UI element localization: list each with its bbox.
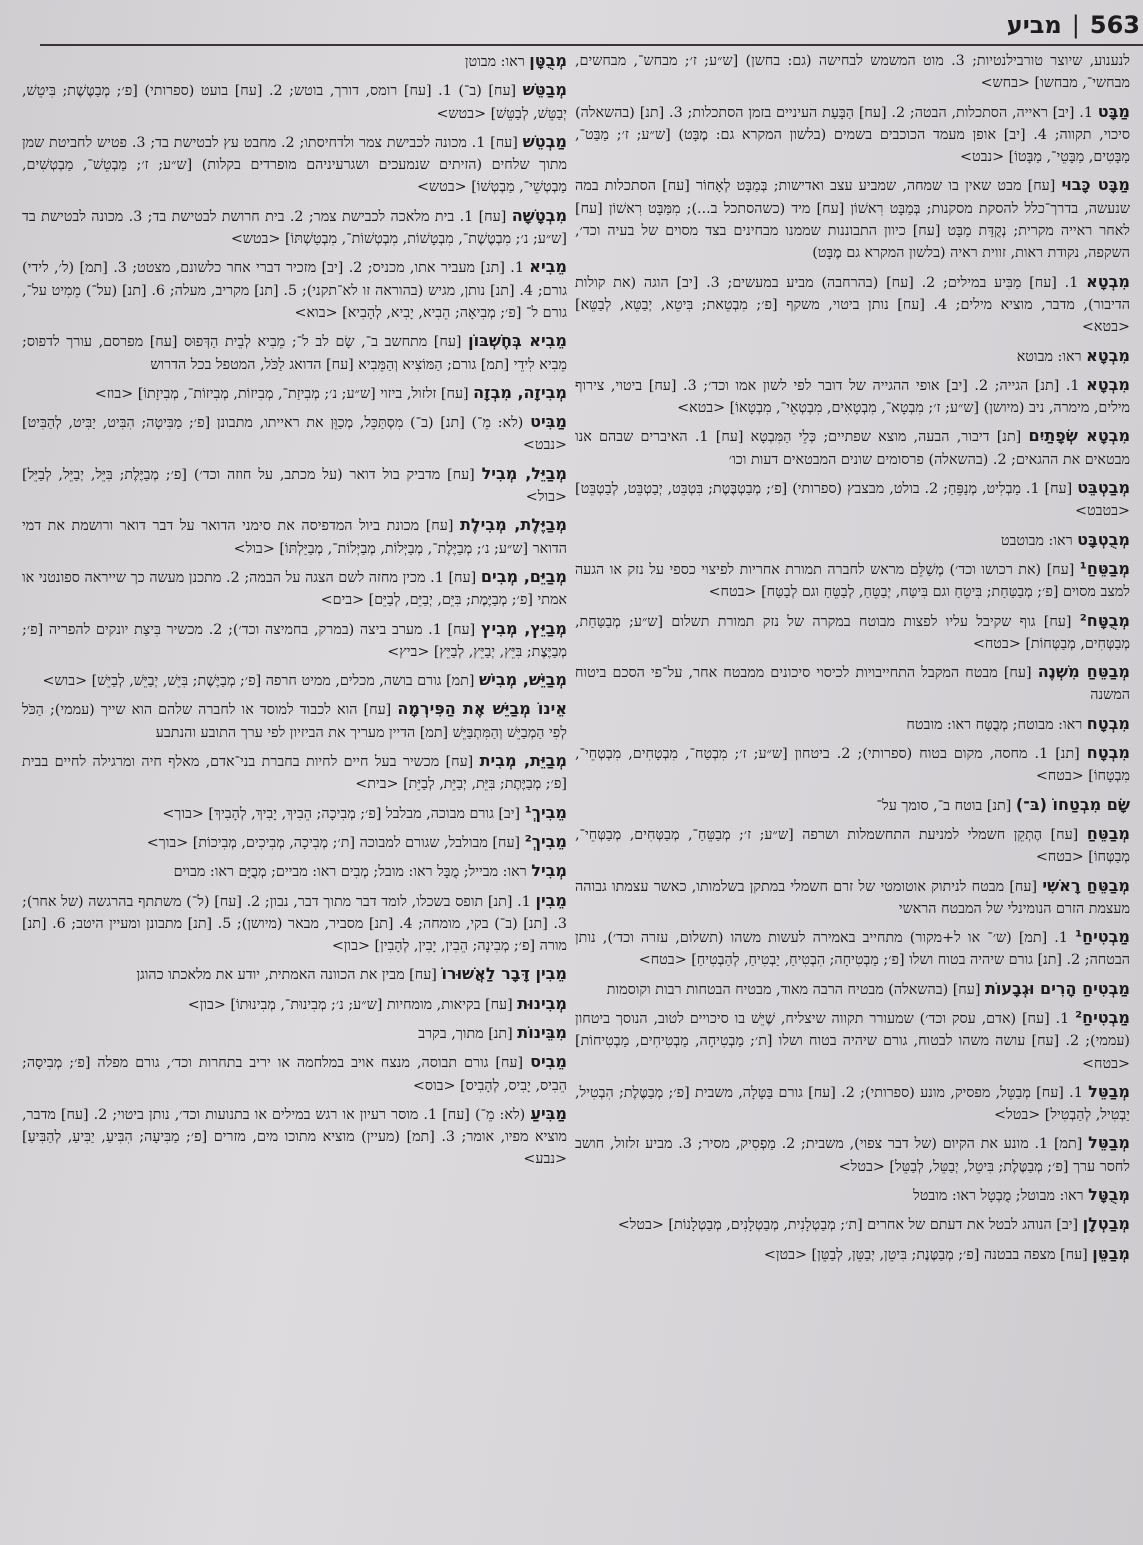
entry-definition: [עח] מבטח לניתוק אוטומטי של זרם חשמלי במתקן בשלמותו, כאשר עצמתו גבוהה מעצמת הזרם הנומינלי של המבטח הראשי bbox=[575, 878, 1130, 917]
dictionary-entry bbox=[22, 205, 567, 251]
entry-headword: מְבַטֵּן bbox=[1092, 1243, 1130, 1263]
dictionary-entry bbox=[575, 101, 1130, 169]
entry-definition: לנענוע, שיוצר טורבילנטיות; 3. מוט המשמש לבחישה (גם: בחשן) [ש״ע; ז׳; מבחש־, מבחשים, מבחשי־, מבחשו] <בחש> bbox=[575, 53, 1130, 92]
entry-headword: מֵבִיא בְּחֶשְׁבּוֹן bbox=[468, 331, 567, 351]
entry-definition: [עח] מדביק בול דואר (על מכתב, על חוזה וכד׳) [פ׳; מְבַיֶּלֶת; בִּיֵּל, יְבַיֵּל, לְבַיֵּל] <בול> bbox=[22, 466, 567, 506]
entry-headword: שָׂם מִבְטַחוֹ (בּ־) bbox=[1015, 794, 1130, 814]
dictionary-entry bbox=[22, 514, 567, 560]
page-number: 563 bbox=[1089, 11, 1140, 39]
entry-headword: מַבָּט כָּבוּי bbox=[1061, 175, 1130, 195]
entry-headword: מְבֻטָּל bbox=[1088, 1185, 1130, 1205]
entry-definition: ראו: מבוטל; מֻבְטָל ראו: מובטל bbox=[913, 1188, 1084, 1205]
dictionary-entry bbox=[575, 1132, 1130, 1178]
entry-definition: [תנ] דיבור, הבעה, מוצא שפתיים; כְּלֵי הַמִּבְטָא [עח] 1. האיברים שבהם אנו מבטאים את ההגאים; 2. (בהשאלה) פרסומים שונים המבטאים דעות וכו׳ bbox=[575, 429, 1130, 468]
dictionary-entry bbox=[22, 1103, 567, 1171]
dictionary-entry bbox=[22, 411, 567, 457]
entry-definition: [עח] 1. מערב ביצה (במרק, בחמיצה וכד׳); 2. מכשיר בִּיצַת יונקים להפריה [פ׳; מְבַיֶּצֶת; בִּיֵּץ, יְבַיֵּץ, לְבַיֵּץ] <ביץ> bbox=[22, 621, 567, 660]
entry-headword: מִבְטָא שְׂפָתַיִם bbox=[1028, 426, 1130, 446]
dictionary-entry bbox=[22, 382, 567, 405]
entry-headword: מְבַיֵּל, מְבִיל bbox=[481, 463, 567, 483]
dictionary-entry bbox=[575, 425, 1130, 471]
dictionary-entry bbox=[575, 529, 1130, 552]
entry-headword: מְבַיֵּם, מְבִים bbox=[480, 566, 567, 586]
entry-headword: מְבַטֵּל bbox=[1088, 1133, 1130, 1153]
entry-definition: 1. [עח] מַבִּיע במילים; 2. [עח] (בהרחבה) מביע במעשים; 3. [יב] הוגה (את קולות הדיבור), מדבר, מוציא מילים; 4. [עח] נותן ביטוי, משקף [פ׳; מִבְטֵאת; בִּיטֵא, יְבַטֵּא, לְבַטֵּא] <בטא> bbox=[575, 274, 1130, 336]
entry-definition: [תנ] בוטח ב־, סומך על־ bbox=[876, 797, 1012, 814]
entry-definition: 1. [תנ] הגייה; 2. [יב] אופי ההגייה של דובר לפי לשון אמו וכד׳; 3. [עח] ביטוי, צירוף מילים, מימרה, ניב (מיושן) [ש״ע; ז׳; מִבְטָא־, מִבְטָאִים, מִבְטְאֵי־, מִבְטָאוֹ] <בטא> bbox=[575, 377, 1130, 417]
dictionary-entry bbox=[22, 256, 567, 324]
entry-headword: מְבַטְבֵּט bbox=[1077, 478, 1130, 498]
right-column bbox=[575, 50, 1130, 1540]
dictionary-entry bbox=[22, 860, 567, 883]
dictionary-entry bbox=[22, 963, 567, 986]
entry-definition: 1. [עח] (אדם, עסק וכד׳) שמעורר תקווה שיצליח, שֶׁיֵּשׁ בו סיכויים לטוב, הנוסך ביטחון (עממי); 2. [עח] עושה משהו לבטוח, גורם שיהיה בטוח ושלו [ת׳; מַבְטִיחָה, מַבְטִיחִים, מַבְטִיחוֹת] <בטח> bbox=[575, 1010, 1130, 1072]
entry-headword: מְבַיֶּלֶת, מְבִילֶת bbox=[460, 515, 567, 535]
entry-definition: [עח] 1. מַבְלִיט, מְנַפֵּחַ; 2. בולט, מבצבץ (ספרותי) [פ׳; מְבַטְבֶּטֶת; בִּטְבֵּט, יְבַטְבֵּט, לְבַטְבֵּט] <בטבט> bbox=[575, 481, 1130, 520]
entry-headword: מִבְטָא bbox=[1086, 271, 1130, 291]
left-column bbox=[22, 50, 567, 1540]
dictionary-entry bbox=[575, 742, 1130, 788]
entry-headword: מִבְטָשָׁה bbox=[511, 205, 567, 225]
entry-definition: 1. [יב] ראייה, הסתכלות, הבטה; 2. [עח] הַבָּעַת העיניים בזמן הסתכלות; 3. [תנ] (בהשאלה) סיכוי, תקווה; 4. [יב] אופן מעמד הכוכבים בשמים (בלשון המקרא גם: מֶבָּט) [ש״ע; ז׳; מַבַּט־, מַבָּטִים, מַבָּטֵי־, מַבָּטוֹ] <נבט> bbox=[575, 104, 1130, 166]
entry-definition: [עח] מבט שאין בו שמחה, שמביע עצב ואדישות; בְּמַבָּט לְאָחוֹר [עח] הסתכלות במה שנעשה, בדרך־כלל להסקת מסקנות; בְּמַבָּט רִאשׁוֹן [עח] מיד (כשהסתכל ב...); מִמַּבָּט רִאשׁוֹן [עח] לאחר ראייה מקרית; נְקֻדַּת מַבָּט [עח] כיוון התבוננות שממנו מבחינים בצד מסוים של בעיה וכד׳, השקפה, נקודת ראות, זווית ראיה (בלשון המקרא גם מֶבָּט) bbox=[575, 178, 1130, 262]
entry-definition: [עח] (את רכושו וכד׳) מְשַׁלֵּם מראש לחברה תמורת אחריות לפיצוי כספי על נזק או הגעה למצב מסוים [פ׳; מְבַטַּחַת; בִּיטֵחַ וגם בִּיטַּח, יְבַטֵּחַ, לְבַטֵּחַ וגם לְבַטַּח] <בטח> bbox=[575, 561, 1130, 601]
entry-definition: 1. [תנ] מעביר אתו, מכניס; 2. [יב] מזכיר דברי אחר כלשונם, מצטט; 3. [תמ] (ל׳, לידי) גורם; 4. [תנ] נותן, מגיש (בהוראה זו לא־תקני); 5. [תנ] מקריב, מעלה; 6. [תנ] (על־) מֵמִיט על־, גורם ל־ [פ׳; מְבִיאָה; הֵבִיא, יָבִיא, לְהָבִיא] <בוא> bbox=[22, 260, 567, 321]
dictionary-entry bbox=[575, 271, 1130, 339]
entry-headword: מֵבִיךְ¹ bbox=[524, 802, 567, 822]
entry-definition: [עח] הֶתְקֵן חשמלי למניעת התחשמלות ושרפה [ש״ע; ז׳; מְבַטֵּחַ־, מְבַטְּחִים, מְבַטְּחֵי־, מְבַטְּחוֹ] <בטח> bbox=[575, 826, 1130, 866]
entry-headword: מְבַטְלָן bbox=[1082, 1214, 1130, 1234]
entry-definition: [עח] מבולבל, שגורם למבוכה [ת׳; מְבִיכָה, מְבִיכִים, מְבִיכוֹת] <בוך> bbox=[146, 834, 521, 851]
dictionary-entry bbox=[22, 750, 567, 796]
entry-definition: ראו: מבוטא bbox=[1016, 348, 1082, 365]
entry-definition: [תמ] גורם בושה, מכלים, ממיט חרפה [פ׳; מְבַיֶּשֶׁת; בִּיֵּשׁ, יְבַיֵּשׁ, לְבַיֵּשׁ] <בוש> bbox=[42, 673, 475, 690]
entry-definition: [עח] 1. מכין מחזה לשם הצגה על הבמה; 2. מתכנן מעשה כך שייראה ספונטני או אמתי [פ׳; מְבַיֶּמֶת; בִּיֵּם, יְבַיֵּם, לְבַיֵּם] <בים> bbox=[22, 569, 567, 609]
dictionary-entry bbox=[22, 890, 567, 958]
entry-headword: מְבַטֵּחַ מִשְׁנֶה bbox=[1037, 662, 1130, 682]
entry-definition: 1. [תמ] (ש׳־ או ל+מקור) מתחייב באמירה לעשות משהו (תשלום, עזרה וכד׳), נותן הבטחה; 2. [תנ] גורם שיהיה בטוח ושלו [פ׳; מַבְטִיחָה; הִבְטִיחַ, יַבְטִיחַ, לְהַבְטִיחַ] <בטח> bbox=[575, 930, 1130, 969]
entry-headword: מְבַטֵּחַ רָאשִׁי bbox=[1042, 875, 1130, 895]
entry-definition: 1. [תנ] תופס בשכלו, לומד דבר מתוך דבר, נבון; 2. [עח] (ל־) משתתף בהרגשה (של אחר); 3. [תנ] (ב־) בקי, מומחה; 4. [תנ] מסביר, מבאר (מיושן); 5. [תנ] מתבונן ומעיין היטב; 6. [תנ] מורה [פ׳; מְבִינָה; הֵבִין, יָבִין, לְהָבִין] <בון> bbox=[22, 893, 567, 955]
entry-definition: [יב] הנוהג לבטל את דעתם של אחרים [ת׳; מְבַטְלָנִית, מְבַטְלָנִים, מְבַטְלָנוֹת] <בטל> bbox=[617, 1217, 1079, 1234]
entry-definition: [עח] (בהשאלה) מבטיח הרבה מאוד, מבטיח הבטחות רבות וקוסמות bbox=[606, 981, 981, 998]
entry-headword: מְבֻטָּח² bbox=[1079, 610, 1130, 630]
dictionary-entry bbox=[575, 174, 1130, 264]
entry-definition: [עח] מתחשב ב־, שָׂם לב ל־; מֵבִיא לְבֵית הַדְּפוּס [עח] מפרסם, עורך לדפוס; מֵבִיא לִידֵי [תמ] גורם; הַמּוֹצִיא וְהַמֵּבִיא [עח] הדואג לַכֹּל, המטפל בכל הדרוש bbox=[22, 334, 567, 373]
dictionary-entry bbox=[575, 661, 1130, 707]
entry-definition: [תנ] מתוך, בקרב bbox=[418, 1025, 513, 1042]
entry-headword: מְבִיזָה, מִבְזָה bbox=[473, 382, 567, 402]
entry-headword: מְבַטֵּל bbox=[1088, 1081, 1130, 1101]
dictionary-entry bbox=[575, 610, 1130, 656]
entry-headword: מְבַטֵּחַ¹ bbox=[1079, 558, 1130, 578]
dictionary-entry bbox=[575, 1243, 1130, 1266]
entry-headword: אֵינוֹ מְבַיֵּשׁ אֶת הַפִּירְמָה bbox=[397, 699, 567, 719]
entry-headword: מְבַיֵּשׁ, מְבִישׁ bbox=[478, 670, 567, 690]
page-header bbox=[40, 8, 1140, 42]
dictionary-entry bbox=[575, 713, 1130, 736]
dictionary-entry bbox=[22, 566, 567, 612]
entry-headword: מִבְטָח bbox=[1086, 743, 1130, 763]
entry-definition: [תמ] 1. מונע את הקיום (של דבר צפוי), משבית; 2. מַפְסִיק, מסיר; 3. מביע זלזול, חושב לחסר ערך [פ׳; מְבַטֶּלֶת; בִּיטֵל, יְבַטֵּל, לְבַטֵּל] <בטל> bbox=[575, 1136, 1130, 1175]
entry-headword: מֵבִיא bbox=[529, 257, 567, 277]
entry-headword: מְבַטֵּשׁ bbox=[522, 80, 567, 100]
entry-headword: מֵבִין bbox=[535, 890, 567, 910]
entry-definition: [עח] זלזול, ביזוי [ש״ע; נ׳; מְבִיזַת־, מְבִיזוֹת, מְבִיזוֹת־, מְבִיזָתוֹ] <בוז> bbox=[94, 385, 469, 402]
dictionary-entry bbox=[22, 1022, 567, 1045]
entry-headword: מַבְטִיחַ הָרִים וּגְבָעוֹת bbox=[985, 978, 1130, 998]
dictionary-entry bbox=[575, 374, 1130, 420]
header-separator: | bbox=[1071, 11, 1080, 39]
entry-headword: מֵבִיךְ² bbox=[524, 831, 567, 851]
dictionary-entry bbox=[575, 1081, 1130, 1127]
entry-headword: מַבְטִיחַ¹ bbox=[1075, 927, 1130, 947]
dictionary-entry bbox=[575, 558, 1130, 604]
dictionary-entry bbox=[575, 823, 1130, 869]
entry-definition: [תנ] 1. מחסה, מקום בטוח (ספרותי); 2. ביטחון [ש״ע; ז׳; מִבְטַח־, מִבְטָחִים, מִבְטְחֵי־, מִבְטָחוֹ] <בטח> bbox=[575, 746, 1130, 785]
entry-headword: מְבַיֵּת, מְבִית bbox=[479, 751, 567, 771]
dictionary-entry bbox=[22, 698, 567, 744]
entry-headword: מַבְטֵשׁ bbox=[522, 131, 567, 151]
dictionary-entry bbox=[575, 875, 1130, 921]
entry-definition: [עח] מבטח המקבל התחייבויות לכיסוי סיכונים ממבטח אחר, על־פי הסכם ביטוח המשנה bbox=[575, 665, 1130, 704]
dictionary-entry bbox=[22, 1051, 567, 1097]
entry-headword: מַבִּיט bbox=[530, 412, 567, 432]
entry-headword: מְבַיֵּץ, מְבִיץ bbox=[480, 618, 567, 638]
entry-headword: מַבִּיעַ bbox=[530, 1103, 567, 1123]
dictionary-entry bbox=[22, 131, 567, 199]
entry-headword: מְבֻטָּן bbox=[529, 51, 567, 70]
dictionary-entry bbox=[22, 669, 567, 692]
entry-definition: ראו: מבוטן bbox=[464, 54, 525, 70]
dictionary-entry bbox=[22, 463, 567, 509]
entry-headword: מַבְטִיחַ² bbox=[1075, 1007, 1130, 1027]
entry-definition: [יב] גורם מבוכה, מבלבל [פ׳; מְבִיכָה; הֵבִיךְ, יָבִיךְ, לְהָבִיךְ] <בוך> bbox=[162, 805, 521, 822]
dictionary-entry bbox=[575, 926, 1130, 972]
dictionary-entry bbox=[22, 50, 567, 73]
entry-definition: 1. [עח] מְבַטֵּל, מפסיק, מונע (ספרותי); 2. [עח] גורם בַּטָּלָה, משבית [פ׳; מְבַטֶּלֶת; הִבְטִיל, יַבְטִיל, לְהַבְטִיל] <בטל> bbox=[575, 1084, 1130, 1124]
dictionary-entry bbox=[22, 330, 567, 376]
dictionary-entry bbox=[575, 1007, 1130, 1075]
entry-definition: ראו: מבוטבט bbox=[1000, 532, 1073, 549]
running-head: מביע bbox=[1006, 11, 1062, 39]
dictionary-entry bbox=[575, 50, 1130, 95]
dictionary-entry bbox=[22, 993, 567, 1016]
entry-headword: מִבְטָא bbox=[1086, 374, 1130, 394]
entry-headword: מְבִיל bbox=[531, 861, 567, 881]
entry-definition: [עח] גוף שקיבל עליו לפצות מבוטח במקרה של נזק תמורת תשלום [ש״ע; מְבַטַּחַת, מְבַטְּחִים, מְבַטְּחוֹת] <בטח> bbox=[575, 613, 1130, 652]
entry-headword: מֵבִיס bbox=[530, 1052, 567, 1072]
dictionary-entry bbox=[575, 794, 1130, 817]
entry-headword: מִבְטָא bbox=[1086, 345, 1130, 365]
dictionary-entry bbox=[22, 831, 567, 854]
entry-headword: מְבַטֵּחַ bbox=[1086, 823, 1130, 843]
entry-definition: [עח] מכונת ביול המדפיסה את סימני הדואר על דבר דואר ורושמת את דמי הדואר [ש״ע; נ׳; מְבַיֶּלֶת־, מְבַיְּלוֹת, מְבַיְּלוֹת־, מְבַיַּלְתּוֹ] <בול> bbox=[22, 518, 567, 557]
entry-headword: מְבֻטְבָּט bbox=[1077, 529, 1130, 549]
entry-definition: [עח] 1. מכונה לכבישת צמר ולדחיסתו; 2. מחבט עץ לבטישת בד; 3. פטיש לחביטת שמן מתוך שלחים (הזיתים שנמעכים ושגרעיניהם מופרדים בקלות) [ש״ע; ז׳; מַבְטֵשׁ־, מַבְטְשִׁים, מַבְטְשֵׁי־, מַבְטְשׁוֹ] <בטש> bbox=[22, 134, 567, 196]
entry-definition: [עח] גורם תבוסה, מנצח אויב במלחמה או יריב בתחרות וכד׳, גורם מפלה [פ׳; מְבִיסָה; הֵבִיס, יָבִיס, לְהָבִיס] <בוס> bbox=[22, 1055, 567, 1094]
entry-headword: מֵבִין דָּבָר לַאֲשׁוּרוֹ bbox=[441, 964, 567, 984]
entry-definition: (לא: מֵ־) [תנ] (ב־) מִסְתַּכֵּל, מְכַוֵּן את ראייתו, מתבונן [פ׳; מַבִּיטָה; הִבִּיט, יַבִּיט, לְהַבִּיט] <נבט> bbox=[22, 415, 567, 454]
entry-definition: [עח] מצפה בבטנה [פ׳; מְבַטֶּנֶת; בִּיטֵן, יְבַטֵּן, לְבַטֵּן] <בטן> bbox=[763, 1246, 1088, 1263]
dictionary-entry bbox=[22, 802, 567, 825]
entry-definition: (לא: מֵ־) [עח] 1. מוסר רעיון או רגש במילים או בתנועות וכד׳, נותן ביטוי; 2. [עח] מדבר, מוציא מפיו, אומר; 3. [תמ] (מעיין) מוציא מתוכו מים, מזרים [פ׳; מַבִּיעָה; הִבִּיעַ, יַבִּיעַ, לְהַבִּיעַ] <נבע> bbox=[22, 1106, 567, 1168]
entry-definition: ראו: מבייל; מֻבָּל ראו: מובל; מְבִים ראו: מביים; מְבֻיָּם ראו: מבוים bbox=[173, 864, 527, 881]
dictionary-entry bbox=[575, 345, 1130, 368]
entry-definition: [עח] (ב־) 1. [עח] רומס, דורך, בוטש; 2. [עח] בועט (ספרותי) [פ׳; מְבַטֶּשֶׁת; בִּיטֵשׁ, יְבַטֵּשׁ, לְבַטֵּשׁ] <בטש> bbox=[22, 83, 567, 122]
dictionary-entry bbox=[575, 1184, 1130, 1207]
entry-headword: מְבִינוּת bbox=[517, 993, 567, 1013]
dictionary-entry bbox=[575, 978, 1130, 1001]
dictionary-entry bbox=[575, 477, 1130, 523]
dictionary-entry bbox=[22, 618, 567, 664]
entry-definition: [עח] מבין את הכוונה האמתית, יודע את מלאכתו כהוגן bbox=[136, 967, 437, 984]
dictionary-entry bbox=[575, 1213, 1130, 1236]
entry-definition: [עח] בקיאות, מומחיות [ש״ע; נ׳; מְבִינוּת־, מְבִינוּתוֹ] <בון> bbox=[187, 996, 513, 1013]
entry-definition: [עח] 1. בית מלאכה לכבישת צמר; 2. בית חרושת לבטישת בד; 3. מכונה לבטישת בד [ש״ע; נ׳; מִבְטֶשֶׁת־, מִבְטָשׁוֹת, מִבְטְשׁוֹת־, מִבְטַשְׁתּוֹ] <בטש> bbox=[22, 208, 567, 248]
entry-definition: [עח] מכשיר בעל חיים לחיות בחברת בני־אדם, מאלף חיה ומרגילה לחיים בבית [פ׳; מְבַיֶּתֶת; בִּיֵּת, יְבַיֵּת, לְבַיֵּת] <בית> bbox=[22, 754, 567, 793]
entry-definition: ראו: מבוטח; מְבֻטָּח ראו: מובטח bbox=[906, 716, 1083, 733]
entry-headword: מִבֵּינוֹת bbox=[517, 1022, 567, 1042]
entry-definition: [עח] הוא לכבוד למוסד או לחברה שלהם הוא שייך (עממי); הַכֹּל לְפִי הַמְבַיֵּשׁ וְהַמִּתְבַּיֵּשׁ [תמ] הדיין מעריך את הביזיון לפי ערך התובע והנתבע bbox=[22, 702, 567, 741]
entry-headword: מִבְטָח bbox=[1086, 713, 1130, 733]
dictionary-entry bbox=[22, 79, 567, 125]
header-rule bbox=[40, 44, 1143, 46]
entry-headword: מַבָּט bbox=[1097, 101, 1130, 121]
